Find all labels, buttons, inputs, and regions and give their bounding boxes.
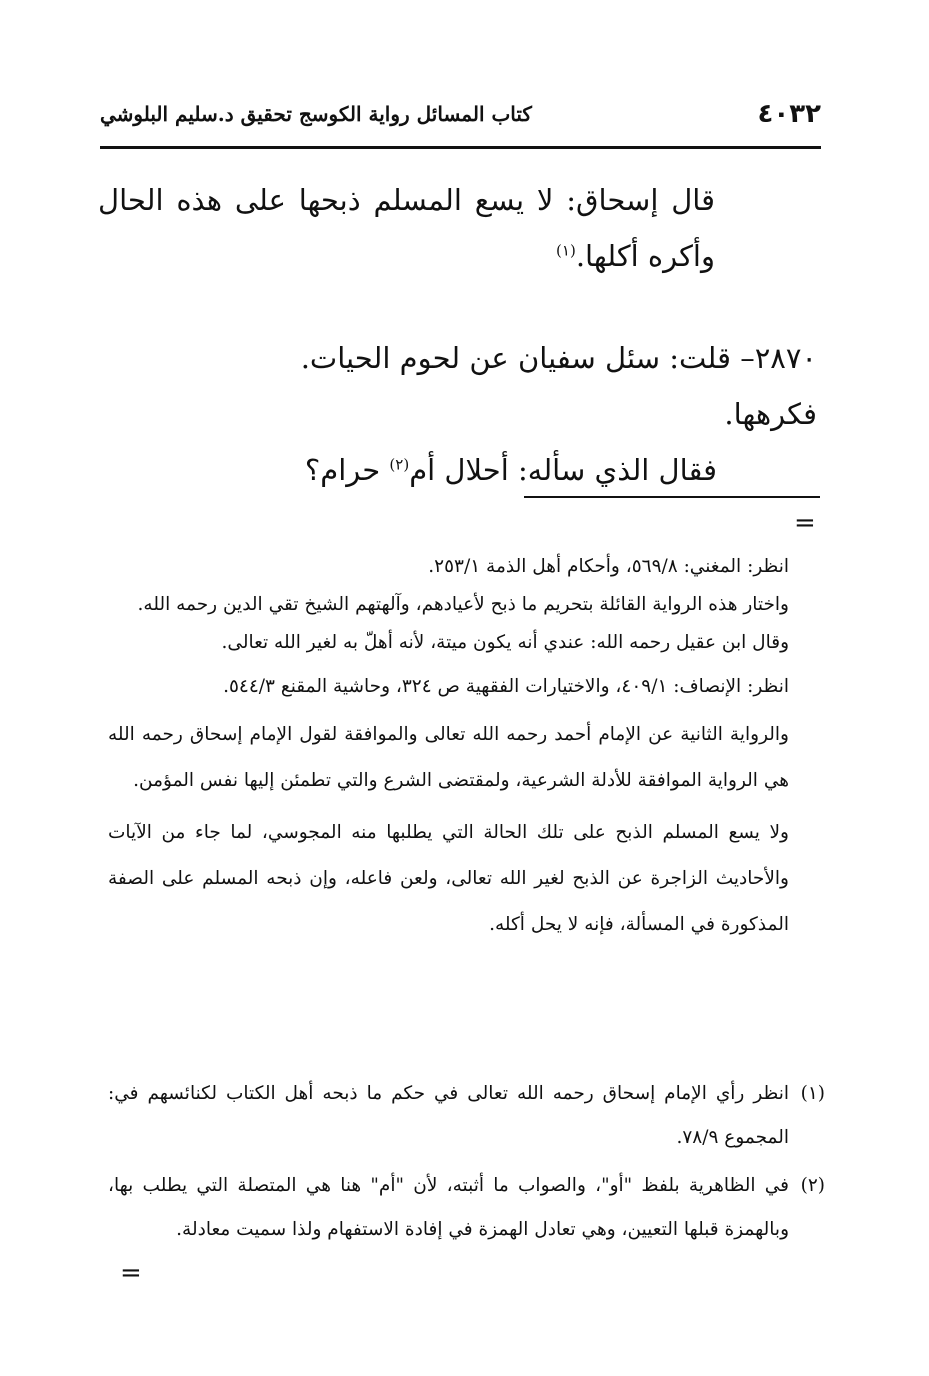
footnote-ref-2: (٢) [389,455,410,474]
note-line: انظر: المغني: ٥٦٩/٨، وأحكام أهل الذمة ٢٥٣/١. [428,556,789,577]
note-line: وقال ابن عقيل رحمه الله: عندي أنه يكون ميتة، لأنه أهلّ به لغير الله تعالى. [221,632,789,653]
footnotes [108,1072,825,1252]
question-block [220,330,817,498]
continuation-mark-top: = [794,508,816,538]
footnote-number: (٢) [800,1175,825,1196]
footnote-separator [524,496,820,498]
paragraph-ishaq [98,172,715,284]
followup-text: فقال الذي سأله: أحلال أم [409,453,717,487]
question-number: ٢٨٧٠– [740,341,817,375]
note-line: والرواية الثانية عن الإمام أحمد رحمه الله تعالى والموافقة لقول الإمام إسحاق رحمه الله هي الرواية الموافقة للأدلة الشرعية، ولمقتضى الشرع والتي تطمئن إليها نفس المؤمن. [108,724,789,791]
header-rule [100,146,821,149]
note-line: ولا يسع المسلم الذبح على تلك الحالة التي يطلبها منه المجوسي، لما جاء من الآيات والأحاديث الزاجرة عن الذبح لغير الله تعالى، ولعن فاعله، وإن ذبحه المسلم على الصفة المذكورة في المسألة، فإنه لا يحل أكله. [108,822,789,935]
paragraph-ishaq-text: قال إسحاق: لا يسع المسلم ذبحها على هذه الحال وأكره أكلها. [98,183,715,273]
followup-line [220,442,817,498]
question-line [220,330,817,442]
continuation-mark-bottom: = [120,1258,142,1288]
footnote-text: انظر رأي الإمام إسحاق رحمه الله تعالى في حكم ما ذبحه أهل الكتاب لكنائسهم في: المجموع ٧٨/٩. [108,1083,789,1148]
footnote-ref-1: (١) [556,241,576,260]
note-line: واختار هذه الرواية القائلة بتحريم ما ذبح لأعيادهم، وآلهتهم الشيخ تقي الدين رحمه الله. [137,594,789,615]
page-header [100,92,821,136]
footnote-1 [108,1072,825,1160]
footnote-text: في الظاهرية بلفظ "أو"، والصواب ما أثبته، لأن "أم" هنا هي المتصلة التي يطلب بها، وبالهمزة قبلها التعيين، وهي تعادل الهمزة في إفادة الاستفهام ولذا سميت معادلة. [108,1175,789,1240]
footnote-number: (١) [800,1083,825,1104]
continued-notes [108,548,789,948]
footnote-2 [108,1164,825,1252]
page-number: ٤٠٣٢ [757,99,821,129]
note-line: انظر: الإنصاف: ٤٠٩/١، والاختيارات الفقهية ص ٣٢٤، وحاشية المقنع ٥٤٤/٣. [223,676,789,697]
followup-text-end: حرام؟ [304,453,390,487]
question-text: قلت: سئل سفيان عن لحوم الحيات. فكرهها. [300,341,817,431]
main-text-block [98,172,715,284]
running-title: كتاب المسائل رواية الكوسج تحقيق د.سليم البلوشي [100,102,532,126]
